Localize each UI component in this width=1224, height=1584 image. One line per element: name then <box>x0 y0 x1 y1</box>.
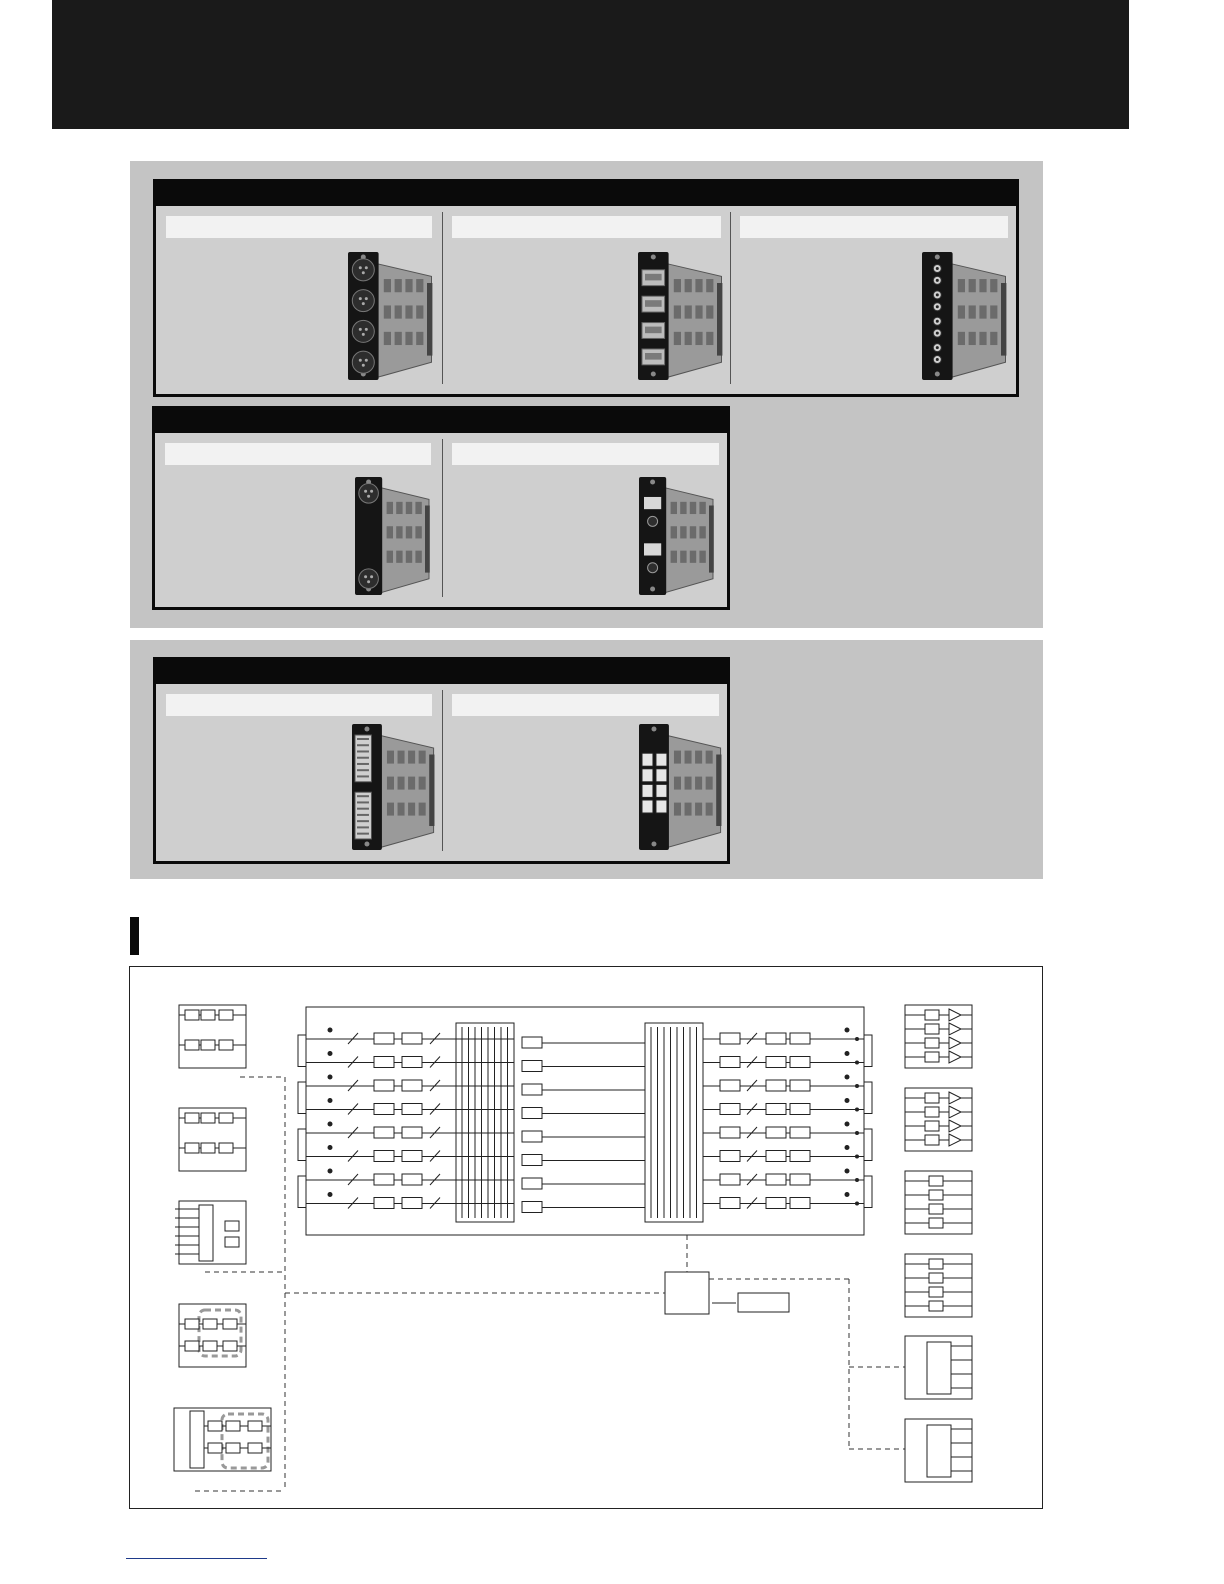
block-diagram <box>129 966 1043 1509</box>
module-label-bar <box>452 443 719 465</box>
euroblock-module-image <box>350 722 438 852</box>
page-header-bar <box>52 0 1129 129</box>
group-c-title-bar <box>156 660 727 684</box>
rca-input-module-image <box>920 250 1010 382</box>
xlr-output-module-image <box>353 475 433 597</box>
xlr-input-module-image <box>346 250 436 382</box>
block-diagram-drawing <box>130 967 1044 1510</box>
module-label-bar <box>740 216 1008 238</box>
module-group-a <box>153 179 1019 397</box>
module-label-bar <box>166 694 432 716</box>
jack-output-module-image <box>637 475 717 597</box>
section-marker <box>130 917 139 955</box>
terminal-input-module-image <box>636 250 726 382</box>
rj45-module-image <box>637 722 725 852</box>
footer-link-underline <box>126 1558 267 1559</box>
group-a-title-bar <box>156 182 1016 206</box>
module-label-bar <box>452 216 721 238</box>
module-label-bar <box>166 216 432 238</box>
group-b-title-bar <box>155 409 727 433</box>
module-label-bar <box>165 443 431 465</box>
module-label-bar <box>452 694 719 716</box>
